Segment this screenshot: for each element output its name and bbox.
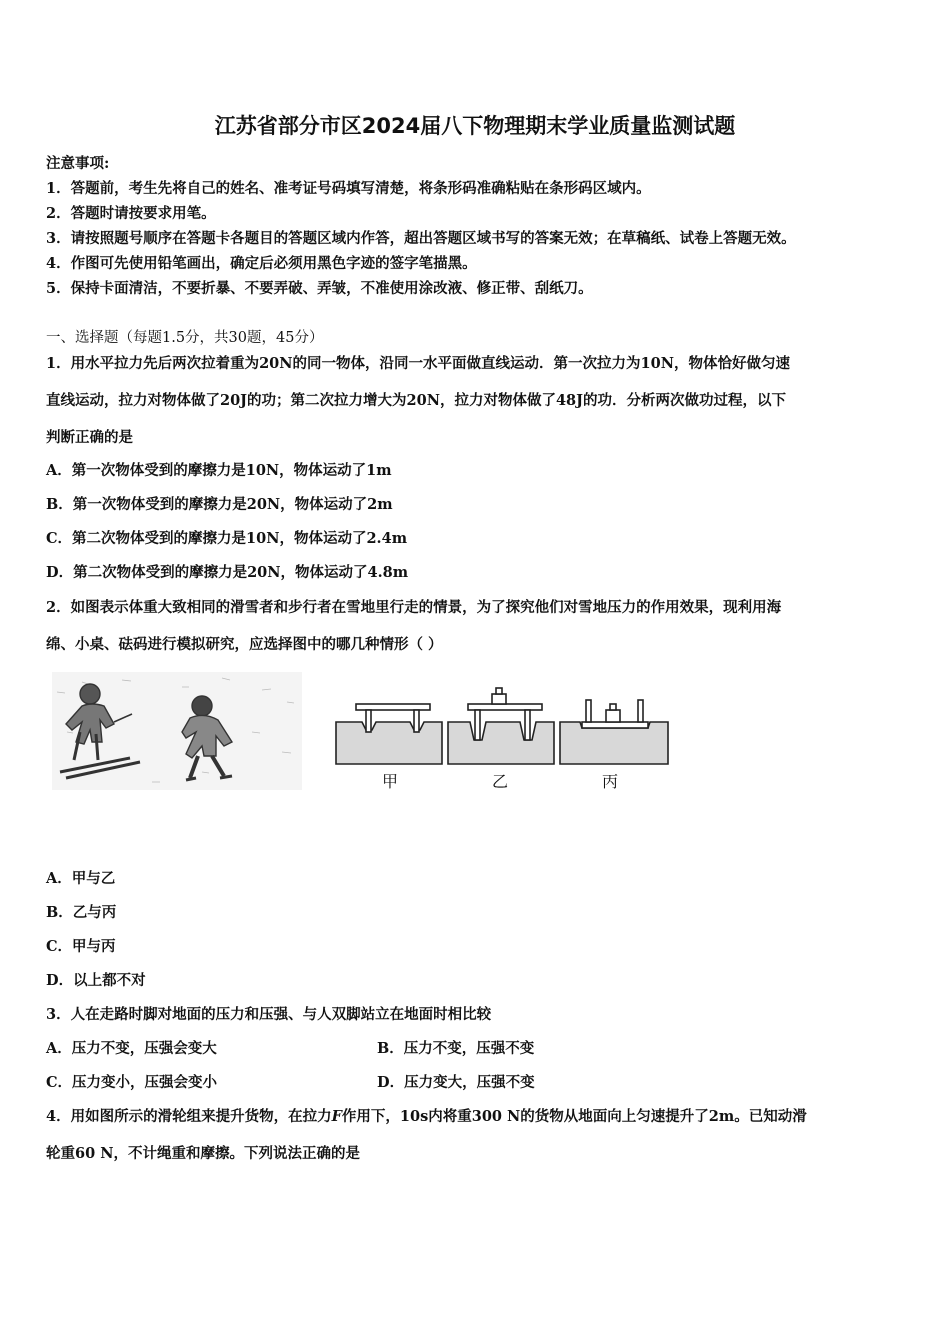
q1-stem-line: 1．用水平拉力先后两次拉着重为20N的同一物体，沿同一水平面做直线运动．第一次拉力为10N，物体恰好做匀速	[46, 355, 790, 372]
q4-stem-part: 作用下，10s内将重300 N的货物从地面向上匀速提升了2m。已知动滑	[341, 1108, 807, 1125]
section-heading: 一、选择题（每题1.5分，共30题，45分）	[46, 330, 324, 346]
skier-walker-illustration	[52, 672, 302, 790]
notice-item: 1．答题前，考生先将自己的姓名、准考证号码填写清楚，将条形码准确粘贴在条形码区域内。	[46, 180, 651, 197]
q4-stem-part: 4．用如图所示的滑轮组来提升货物，在拉力	[46, 1108, 332, 1125]
q1-option-a: A．第一次物体受到的摩擦力是10N，物体运动了1m	[46, 462, 392, 479]
figure-label-yi: 乙	[492, 772, 509, 791]
q1-stem-line: 判断正确的是	[46, 429, 133, 446]
q2-stem-line: 绵、小桌、砝码进行模拟研究，应选择图中的哪几种情形（ ）	[46, 636, 443, 653]
q3-option-c: C．压力变小，压强会变小	[46, 1074, 218, 1091]
q3-option-a: A．压力不变，压强会变大	[46, 1040, 217, 1057]
q1-option-b: B．第一次物体受到的摩擦力是20N，物体运动了2m	[46, 496, 393, 513]
q2-option-c: C．甲与丙	[46, 938, 116, 955]
q2-option-a: A．甲与乙	[46, 870, 116, 887]
figure-label-bing: 丙	[602, 772, 619, 791]
q2-option-b: B．乙与丙	[46, 904, 117, 921]
q1-option-c: C．第二次物体受到的摩擦力是10N，物体运动了2.4m	[46, 530, 408, 547]
q2-option-d: D．以上都不对	[46, 972, 146, 989]
notice-item: 5．保持卡面清洁，不要折暴、不要弄破、弄皱，不准使用涂改液、修正带、刮纸刀。	[46, 280, 593, 297]
q1-option-d: D．第二次物体受到的摩擦力是20N，物体运动了4.8m	[46, 564, 409, 581]
sponge-table-diagram	[332, 682, 672, 768]
q4-stem-line: 轮重60 N，不计绳重和摩擦。下列说法正确的是	[46, 1145, 360, 1162]
figure-label-jia: 甲	[382, 772, 399, 791]
exam-title: 江苏省部分市区2024届八下物理期末学业质量监测试题	[214, 114, 736, 138]
q2-stem-line: 2．如图表示体重大致相同的滑雪者和步行者在雪地里行走的情景，为了探究他们对雪地压力的作用效果，现利用海	[46, 599, 782, 616]
q3-option-d: D．压力变大，压强不变	[377, 1074, 535, 1091]
force-variable: F	[331, 1108, 342, 1125]
notice-heading: 注意事项:	[46, 155, 110, 172]
notice-item: 2．答题时请按要求用笔。	[46, 205, 216, 222]
notice-item: 4．作图可先使用铅笔画出，确定后必须用黑色字迹的签字笔描黑。	[46, 255, 477, 272]
q4-stem-line	[46, 1105, 807, 1126]
q3-option-b: B．压力不变，压强不变	[377, 1040, 535, 1057]
q3-stem: 3．人在走路时脚对地面的压力和压强、与人双脚站立在地面时相比较	[46, 1006, 492, 1023]
notice-item: 3．请按照题号顺序在答题卡各题目的答题区域内作答，超出答题区域书写的答案无效；在草稿纸、试卷上答题无效。	[46, 230, 796, 247]
q1-stem-line: 直线运动，拉力对物体做了20J的功；第二次拉力增大为20N，拉力对物体做了48J的功．分析两次做功过程，以下	[46, 392, 787, 409]
